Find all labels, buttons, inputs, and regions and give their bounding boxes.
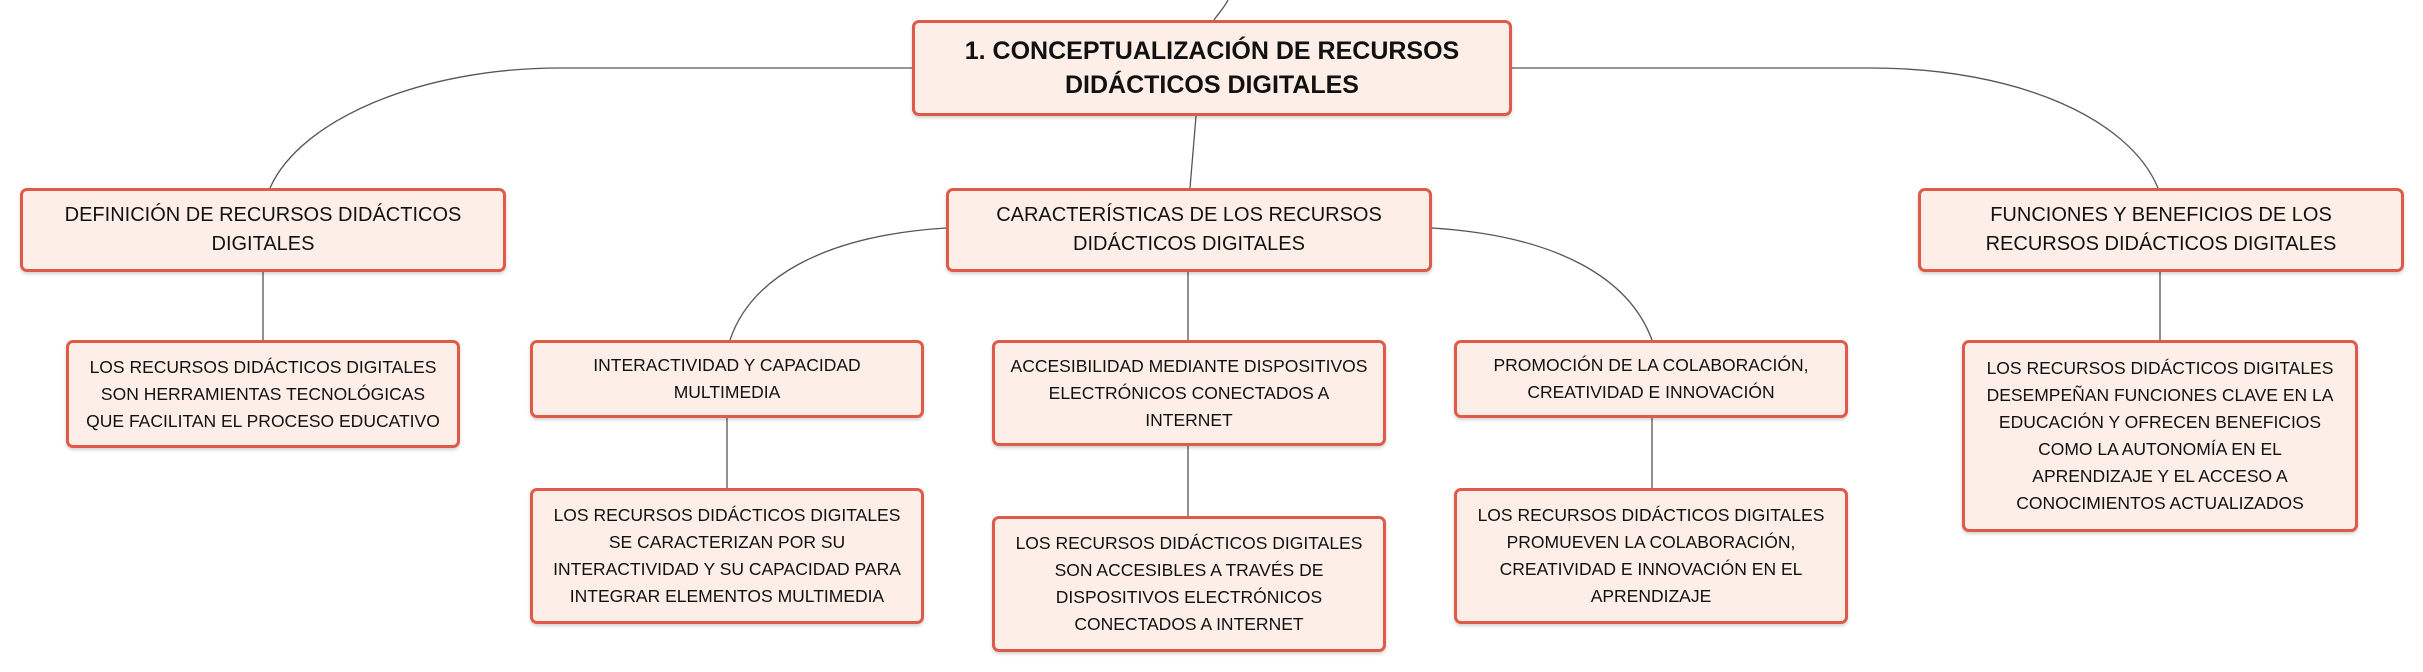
root-node[interactable]: [912, 20, 1512, 116]
branch-caracteristicas[interactable]: [946, 188, 1432, 272]
branch-definicion[interactable]: [20, 188, 506, 272]
accesibilidad-detail-text: LOS RECURSOS DIDÁCTICOS DIGITALES SON ACCESIBLES A TRAVÉS DE DISPOSITIVOS ELECTRÓNICOS CONECTADOS A INTERNET: [1015, 533, 1363, 634]
root-label: 1. CONCEPTUALIZACIÓN DE RECURSOS DIDÁCTICOS DIGITALES: [964, 37, 1460, 99]
interactividad-detail[interactable]: [530, 488, 924, 624]
subtopic-accesibilidad[interactable]: [992, 340, 1386, 446]
subtopic-interactividad-label: INTERACTIVIDAD Y CAPACIDAD MULTIMEDIA: [593, 355, 861, 402]
connector-caract-promocion: [1432, 228, 1652, 340]
subtopic-interactividad[interactable]: [530, 340, 924, 418]
promocion-detail-text: LOS RECURSOS DIDÁCTICOS DIGITALES PROMUEVEN LA COLABORACIÓN, CREATIVIDAD E INNOVACIÓN EN EL APRENDIZAJE: [1477, 505, 1825, 606]
funciones-detail-text: LOS RECURSOS DIDÁCTICOS DIGITALES DESEMPEÑAN FUNCIONES CLAVE EN LA EDUCACIÓN Y OFRECEN BENEFICIOS COMO LA AUTONOMÍA EN EL APRENDIZAJE Y EL ACCESO A CONOCIMIENTOS ACTUALIZADOS: [1986, 358, 2334, 513]
branch-funciones-label: FUNCIONES Y BENEFICIOS DE LOS RECURSOS DIDÁCTICOS DIGITALES: [1985, 204, 2337, 255]
accesibilidad-detail[interactable]: [992, 516, 1386, 652]
connector-root-caracteristicas: [1190, 116, 1196, 188]
interactividad-detail-text: LOS RECURSOS DIDÁCTICOS DIGITALES SE CARACTERIZAN POR SU INTERACTIVIDAD Y SU CAPACIDAD PARA INTEGRAR ELEMENTOS MULTIMEDIA: [553, 505, 901, 606]
funciones-detail[interactable]: [1962, 340, 2358, 532]
definicion-detail[interactable]: [66, 340, 460, 448]
subtopic-promocion[interactable]: [1454, 340, 1848, 418]
branch-definicion-label: DEFINICIÓN DE RECURSOS DIDÁCTICOS DIGITALES: [64, 204, 462, 255]
promocion-detail[interactable]: [1454, 488, 1848, 624]
connector-caract-interactividad: [730, 228, 946, 340]
subtopic-accesibilidad-label: ACCESIBILIDAD MEDIANTE DISPOSITIVOS ELECTRÓNICOS CONECTADOS A INTERNET: [1010, 355, 1368, 430]
branch-funciones[interactable]: [1918, 188, 2404, 272]
definicion-detail-text: LOS RECURSOS DIDÁCTICOS DIGITALES SON HERRAMIENTAS TECNOLÓGICAS QUE FACILITAN EL PROCESO EDUCATIVO: [86, 356, 440, 431]
connector-root-funciones: [1510, 68, 2158, 188]
connector-root-definicion: [270, 68, 912, 188]
subtopic-promocion-label: PROMOCIÓN DE LA COLABORACIÓN, CREATIVIDAD E INNOVACIÓN: [1493, 355, 1809, 402]
connector-incoming: [1214, 0, 1228, 20]
branch-caracteristicas-label: CARACTERÍSTICAS DE LOS RECURSOS DIDÁCTICOS DIGITALES: [996, 204, 1382, 255]
